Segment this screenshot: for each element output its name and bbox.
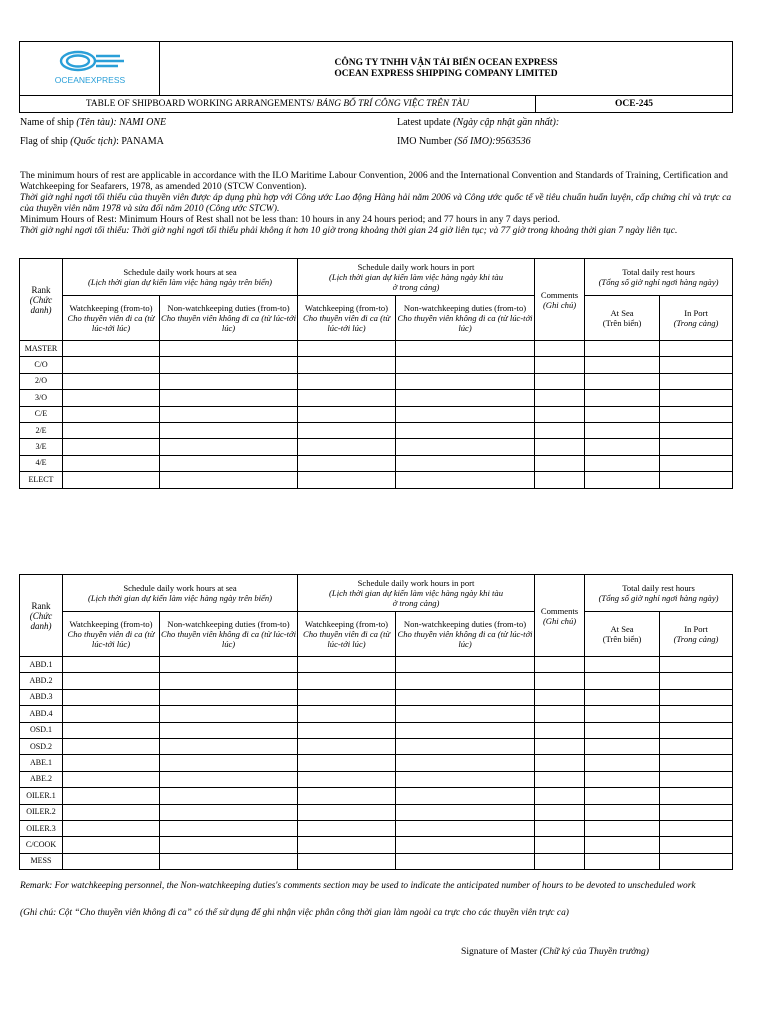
comments-cell[interactable] [535, 373, 585, 389]
comments-header: Comments (Ghi chú) [535, 575, 585, 657]
port-watchkeeping-cell[interactable] [298, 722, 396, 738]
comments-cell[interactable] [535, 439, 585, 455]
in-port-rest-cell[interactable] [660, 853, 733, 869]
port-watchkeeping-cell[interactable] [298, 357, 396, 373]
port-non-watchkeeping-header: Non-watchkeeping duties (from-to) Cho thuyền viên không đi ca (từ lúc-tới lúc) [396, 296, 535, 341]
sea-watchkeeping-cell[interactable] [63, 373, 160, 389]
rank-cell: ELECT [20, 472, 63, 488]
at-sea-header: At Sea (Trên biển) [585, 296, 660, 341]
intro-line-en: The minimum hours of rest are applicable in accordance with the ILO Maritime Labour Convention, 2006 and the International Convention and Standards of Training, Certification and Watchkeeping for Seafarers, 1978, as amended 2010 (STCW Convention). [20, 170, 728, 192]
rank-cell: ABD.4 [20, 706, 63, 722]
at-sea-header: At Sea (Trên biển) [585, 612, 660, 657]
port-non-watchkeeping-cell[interactable] [396, 657, 535, 673]
at-sea-rest-cell[interactable] [585, 439, 660, 455]
sea-watchkeeping-cell[interactable] [63, 722, 160, 738]
in-port-rest-cell[interactable] [660, 673, 733, 689]
table-row [20, 439, 733, 455]
in-port-rest-cell[interactable] [660, 357, 733, 373]
at-sea-rest-cell[interactable] [585, 771, 660, 787]
at-sea-rest-cell[interactable] [585, 706, 660, 722]
remark-en: Remark: For watchkeeping personnel, the Non-watchkeeping duties's comments section may be used to indicate the anticipated number of hours to be devoted to unscheduled work [20, 881, 696, 891]
sea-non-watchkeeping-cell[interactable] [160, 771, 298, 787]
at-sea-rest-cell[interactable] [585, 788, 660, 804]
rank-cell: 2/E [20, 422, 63, 438]
port-non-watchkeeping-cell[interactable] [396, 406, 535, 422]
rank-cell: 3/O [20, 390, 63, 406]
port-non-watchkeeping-cell[interactable] [396, 455, 535, 471]
in-port-rest-cell[interactable] [660, 422, 733, 438]
rank-cell: OILER.2 [20, 804, 63, 820]
port-watchkeeping-header: Watchkeeping (from-to) Cho thuyền viên đi ca (từ lúc-tới lúc) [298, 612, 396, 657]
latest-update: Latest update (Ngày cập nhật gần nhất): [397, 117, 560, 128]
comments-cell[interactable] [535, 689, 585, 705]
oceanexpress-logo-icon [38, 47, 142, 87]
at-sea-rest-cell[interactable] [585, 390, 660, 406]
port-watchkeeping-cell[interactable] [298, 788, 396, 804]
port-watchkeeping-cell[interactable] [298, 673, 396, 689]
in-port-rest-cell[interactable] [660, 771, 733, 787]
port-hours-header: Schedule daily work hours in port (Lịch thời gian dự kiến làm việc hàng ngày khi tàu ở trong cảng) [298, 259, 535, 296]
sea-non-watchkeeping-cell[interactable] [160, 341, 298, 357]
port-non-watchkeeping-cell[interactable] [396, 771, 535, 787]
at-sea-rest-cell[interactable] [585, 853, 660, 869]
comments-cell[interactable] [535, 390, 585, 406]
sea-non-watchkeeping-cell[interactable] [160, 755, 298, 771]
port-non-watchkeeping-cell[interactable] [396, 837, 535, 853]
port-non-watchkeeping-cell[interactable] [396, 804, 535, 820]
in-port-rest-cell[interactable] [660, 788, 733, 804]
sea-non-watchkeeping-cell[interactable] [160, 689, 298, 705]
port-watchkeeping-cell[interactable] [298, 755, 396, 771]
at-sea-rest-cell[interactable] [585, 755, 660, 771]
port-non-watchkeeping-cell[interactable] [396, 755, 535, 771]
sea-watchkeeping-cell[interactable] [63, 738, 160, 754]
table-row [20, 722, 733, 738]
sea-watchkeeping-cell[interactable] [63, 804, 160, 820]
port-non-watchkeeping-cell[interactable] [396, 357, 535, 373]
comments-cell[interactable] [535, 788, 585, 804]
sea-watchkeeping-cell[interactable] [63, 788, 160, 804]
port-watchkeeping-cell[interactable] [298, 689, 396, 705]
table-row [20, 472, 733, 488]
comments-cell[interactable] [535, 820, 585, 836]
rank-cell: C/COOK [20, 837, 63, 853]
comments-cell[interactable] [535, 673, 585, 689]
table-row [20, 788, 733, 804]
ship-flag: Flag of ship (Quốc tịch): PANAMA [20, 136, 164, 147]
port-watchkeeping-cell[interactable] [298, 422, 396, 438]
at-sea-rest-cell[interactable] [585, 357, 660, 373]
sea-hours-header: Schedule daily work hours at sea (Lịch thời gian dự kiến làm việc hàng ngày trên biển) [63, 259, 298, 296]
sea-non-watchkeeping-cell[interactable] [160, 673, 298, 689]
port-hours-header: Schedule daily work hours in port (Lịch thời gian dự kiến làm việc hàng ngày khi tàu ở trong cảng) [298, 575, 535, 612]
officers-schedule-table [19, 258, 733, 489]
rank-cell: OSD.2 [20, 738, 63, 754]
table-row [20, 689, 733, 705]
port-watchkeeping-cell[interactable] [298, 341, 396, 357]
rank-cell: 4/E [20, 455, 63, 471]
in-port-rest-cell[interactable] [660, 804, 733, 820]
rank-header: Rank (Chức danh) [20, 575, 63, 657]
sea-watchkeeping-cell[interactable] [63, 357, 160, 373]
sea-non-watchkeeping-cell[interactable] [160, 738, 298, 754]
table-row [20, 422, 733, 438]
comments-cell[interactable] [535, 341, 585, 357]
sea-hours-header: Schedule daily work hours at sea (Lịch thời gian dự kiến làm việc hàng ngày trên biển) [63, 575, 298, 612]
in-port-rest-cell[interactable] [660, 373, 733, 389]
comments-cell[interactable] [535, 853, 585, 869]
comments-cell[interactable] [535, 722, 585, 738]
table-row [20, 357, 733, 373]
in-port-rest-cell[interactable] [660, 755, 733, 771]
company-name-cell [160, 42, 733, 96]
port-non-watchkeeping-cell[interactable] [396, 706, 535, 722]
port-non-watchkeeping-cell[interactable] [396, 373, 535, 389]
at-sea-rest-cell[interactable] [585, 422, 660, 438]
at-sea-rest-cell[interactable] [585, 472, 660, 488]
port-watchkeeping-cell[interactable] [298, 804, 396, 820]
table-row [20, 657, 733, 673]
remark-vi: (Ghi chú: Cột “Cho thuyền viên không đi ca” có thể sử dụng để ghi nhận việc phân công thời gian làm ngoài ca trực cho các thuyền viên trực ca) [20, 908, 569, 918]
rank-cell: C/E [20, 406, 63, 422]
comments-cell[interactable] [535, 422, 585, 438]
rank-cell: 3/E [20, 439, 63, 455]
at-sea-rest-cell[interactable] [585, 373, 660, 389]
rank-cell: MASTER [20, 341, 63, 357]
in-port-header: In Port (Trong cảng) [660, 296, 733, 341]
imo-number: IMO Number (Số IMO):9563536 [397, 136, 531, 147]
in-port-header: In Port (Trong cảng) [660, 612, 733, 657]
sea-non-watchkeeping-cell[interactable] [160, 722, 298, 738]
master-signature-label: Signature of Master (Chữ ký của Thuyền trưởng) [461, 946, 649, 957]
sea-watchkeeping-cell[interactable] [63, 837, 160, 853]
port-watchkeeping-cell[interactable] [298, 853, 396, 869]
document-header [19, 41, 733, 113]
sea-watchkeeping-cell[interactable] [63, 771, 160, 787]
comments-cell[interactable] [535, 455, 585, 471]
port-non-watchkeeping-cell[interactable] [396, 390, 535, 406]
comments-cell[interactable] [535, 738, 585, 754]
minimum-rest-en: Minimum Hours of Rest: Minimum Hours of Rest shall not be less than: 10 hours in any 24 hours period; and 77 hours in any 7 days period. [20, 214, 560, 225]
table-row [20, 771, 733, 787]
at-sea-rest-cell[interactable] [585, 804, 660, 820]
comments-cell[interactable] [535, 837, 585, 853]
at-sea-rest-cell[interactable] [585, 341, 660, 357]
in-port-rest-cell[interactable] [660, 657, 733, 673]
table-row [20, 804, 733, 820]
sea-non-watchkeeping-header: Non-watchkeeping duties (from-to) Cho thuyền viên không đi ca (từ lúc-tới lúc) [160, 296, 298, 341]
table-row [20, 837, 733, 853]
port-watchkeeping-cell[interactable] [298, 390, 396, 406]
sea-watchkeeping-cell[interactable] [63, 390, 160, 406]
at-sea-rest-cell[interactable] [585, 657, 660, 673]
rest-hours-intro [20, 170, 735, 236]
at-sea-rest-cell[interactable] [585, 738, 660, 754]
at-sea-rest-cell[interactable] [585, 673, 660, 689]
port-non-watchkeeping-cell[interactable] [396, 788, 535, 804]
rank-cell: ABD.2 [20, 673, 63, 689]
sea-non-watchkeeping-cell[interactable] [160, 455, 298, 471]
sea-non-watchkeeping-cell[interactable] [160, 406, 298, 422]
at-sea-rest-cell[interactable] [585, 689, 660, 705]
rank-cell: OSD.1 [20, 722, 63, 738]
port-watchkeeping-cell[interactable] [298, 455, 396, 471]
port-non-watchkeeping-cell[interactable] [396, 722, 535, 738]
port-non-watchkeeping-cell[interactable] [396, 853, 535, 869]
sea-non-watchkeeping-cell[interactable] [160, 439, 298, 455]
in-port-rest-cell[interactable] [660, 341, 733, 357]
port-watchkeeping-cell[interactable] [298, 820, 396, 836]
in-port-rest-cell[interactable] [660, 472, 733, 488]
port-watchkeeping-cell[interactable] [298, 406, 396, 422]
sea-watchkeeping-header: Watchkeeping (from-to) Cho thuyền viên đi ca (từ lúc-tới lúc) [63, 612, 160, 657]
in-port-rest-cell[interactable] [660, 689, 733, 705]
sea-non-watchkeeping-cell[interactable] [160, 804, 298, 820]
in-port-rest-cell[interactable] [660, 390, 733, 406]
port-watchkeeping-cell[interactable] [298, 771, 396, 787]
port-watchkeeping-cell[interactable] [298, 657, 396, 673]
sea-watchkeeping-cell[interactable] [63, 820, 160, 836]
comments-cell[interactable] [535, 804, 585, 820]
rank-cell: ABD.1 [20, 657, 63, 673]
at-sea-rest-cell[interactable] [585, 406, 660, 422]
logo-text: OCEANEXPRESS [54, 75, 125, 85]
port-non-watchkeeping-cell[interactable] [396, 439, 535, 455]
port-watchkeeping-cell[interactable] [298, 738, 396, 754]
table-row [20, 390, 733, 406]
sea-watchkeeping-header: Watchkeeping (from-to) Cho thuyền viên đi ca (từ lúc-tới lúc) [63, 296, 160, 341]
intro-line-vi: Thời giờ nghỉ ngơi tối thiểu của thuyền viên được áp dụng phù hợp với Công ước Lao động Hàng hải năm 2006 và Công ước quốc tế về tiêu chuẩn huấn luyện, cấp chứng chỉ và trực ca của thuyền viên năm 1978 và sửa đổi năm 2010 (Công ước STCW). [20, 192, 732, 214]
rank-cell: MESS [20, 853, 63, 869]
sea-non-watchkeeping-cell[interactable] [160, 788, 298, 804]
sea-watchkeeping-cell[interactable] [63, 673, 160, 689]
sea-watchkeeping-cell[interactable] [63, 689, 160, 705]
rank-cell: ABD.3 [20, 689, 63, 705]
document-title: TABLE OF SHIPBOARD WORKING ARRANGEMENTS/ BẢNG BỐ TRÍ CÔNG VIỆC TRÊN TÀU [20, 96, 536, 113]
comments-cell[interactable] [535, 472, 585, 488]
company-name-vi: CÔNG TY TNHH VẬN TẢI BIỂN OCEAN EXPRESS [334, 57, 558, 68]
port-non-watchkeeping-cell[interactable] [396, 341, 535, 357]
at-sea-rest-cell[interactable] [585, 837, 660, 853]
in-port-rest-cell[interactable] [660, 455, 733, 471]
table-row [20, 373, 733, 389]
port-non-watchkeeping-cell[interactable] [396, 673, 535, 689]
port-watchkeeping-cell[interactable] [298, 373, 396, 389]
table-row [20, 706, 733, 722]
port-watchkeeping-cell[interactable] [298, 439, 396, 455]
rank-cell: C/O [20, 357, 63, 373]
comments-cell[interactable] [535, 706, 585, 722]
in-port-rest-cell[interactable] [660, 820, 733, 836]
minimum-rest-vi: Thời giờ nghỉ ngơi tối thiểu: Thời giờ nghỉ ngơi tối thiểu phải không ít hơn 10 giờ trong khoảng thời gian 24 giờ liên tục; và 77 giờ trong khoảng thời gian 7 ngày liên tục. [20, 225, 678, 236]
port-non-watchkeeping-cell[interactable] [396, 689, 535, 705]
sea-non-watchkeeping-header: Non-watchkeeping duties (from-to) Cho thuyền viên không đi ca (từ lúc-tới lúc) [160, 612, 298, 657]
sea-non-watchkeeping-cell[interactable] [160, 472, 298, 488]
in-port-rest-cell[interactable] [660, 722, 733, 738]
at-sea-rest-cell[interactable] [585, 820, 660, 836]
sea-watchkeeping-cell[interactable] [63, 853, 160, 869]
rank-cell: OILER.3 [20, 820, 63, 836]
table-row [20, 820, 733, 836]
in-port-rest-cell[interactable] [660, 406, 733, 422]
sea-non-watchkeeping-cell[interactable] [160, 373, 298, 389]
sea-watchkeeping-cell[interactable] [63, 657, 160, 673]
logo-cell [20, 42, 160, 96]
in-port-rest-cell[interactable] [660, 706, 733, 722]
sea-non-watchkeeping-cell[interactable] [160, 820, 298, 836]
sea-watchkeeping-cell[interactable] [63, 472, 160, 488]
sea-watchkeeping-cell[interactable] [63, 755, 160, 771]
port-non-watchkeeping-cell[interactable] [396, 422, 535, 438]
sea-watchkeeping-cell[interactable] [63, 706, 160, 722]
comments-header: Comments (Ghi chú) [535, 259, 585, 341]
port-non-watchkeeping-cell[interactable] [396, 820, 535, 836]
at-sea-rest-cell[interactable] [585, 722, 660, 738]
port-watchkeeping-cell[interactable] [298, 837, 396, 853]
document-code: OCE-245 [536, 96, 733, 113]
table-row [20, 341, 733, 357]
sea-watchkeeping-cell[interactable] [63, 406, 160, 422]
table-row [20, 755, 733, 771]
table-row [20, 406, 733, 422]
sea-watchkeeping-cell[interactable] [63, 439, 160, 455]
rank-cell: 2/O [20, 373, 63, 389]
sea-watchkeeping-cell[interactable] [63, 455, 160, 471]
ratings-schedule-table [19, 574, 733, 870]
port-non-watchkeeping-cell[interactable] [396, 472, 535, 488]
in-port-rest-cell[interactable] [660, 738, 733, 754]
port-non-watchkeeping-cell[interactable] [396, 738, 535, 754]
rank-cell: ABE.1 [20, 755, 63, 771]
rank-cell: OILER.1 [20, 788, 63, 804]
sea-watchkeeping-cell[interactable] [63, 341, 160, 357]
sea-non-watchkeeping-cell[interactable] [160, 657, 298, 673]
sea-non-watchkeeping-cell[interactable] [160, 422, 298, 438]
rank-header: Rank (Chức danh) [20, 259, 63, 341]
table-row [20, 738, 733, 754]
sea-non-watchkeeping-cell[interactable] [160, 390, 298, 406]
at-sea-rest-cell[interactable] [585, 455, 660, 471]
sea-non-watchkeeping-cell[interactable] [160, 357, 298, 373]
table-row [20, 853, 733, 869]
ship-name: Name of ship (Tên tàu): NAMI ONE [20, 117, 167, 128]
sea-non-watchkeeping-cell[interactable] [160, 837, 298, 853]
company-name-en: OCEAN EXPRESS SHIPPING COMPANY LIMITED [334, 68, 558, 79]
port-non-watchkeeping-header: Non-watchkeeping duties (from-to) Cho thuyền viên không đi ca (từ lúc-tới lúc) [396, 612, 535, 657]
rank-cell: ABE.2 [20, 771, 63, 787]
sea-non-watchkeeping-cell[interactable] [160, 706, 298, 722]
sea-watchkeeping-cell[interactable] [63, 422, 160, 438]
sea-non-watchkeeping-cell[interactable] [160, 853, 298, 869]
comments-cell[interactable] [535, 357, 585, 373]
table-row [20, 455, 733, 471]
comments-cell[interactable] [535, 657, 585, 673]
table-row [20, 673, 733, 689]
port-watchkeeping-header: Watchkeeping (from-to) Cho thuyền viên đi ca (từ lúc-tới lúc) [298, 296, 396, 341]
port-watchkeeping-cell[interactable] [298, 472, 396, 488]
rest-hours-header: Total daily rest hours (Tổng số giờ nghỉ ngơi hàng ngày) [585, 575, 733, 612]
comments-cell[interactable] [535, 406, 585, 422]
comments-cell[interactable] [535, 771, 585, 787]
in-port-rest-cell[interactable] [660, 837, 733, 853]
comments-cell[interactable] [535, 755, 585, 771]
port-watchkeeping-cell[interactable] [298, 706, 396, 722]
rest-hours-header: Total daily rest hours (Tổng số giờ nghỉ ngơi hàng ngày) [585, 259, 733, 296]
in-port-rest-cell[interactable] [660, 439, 733, 455]
